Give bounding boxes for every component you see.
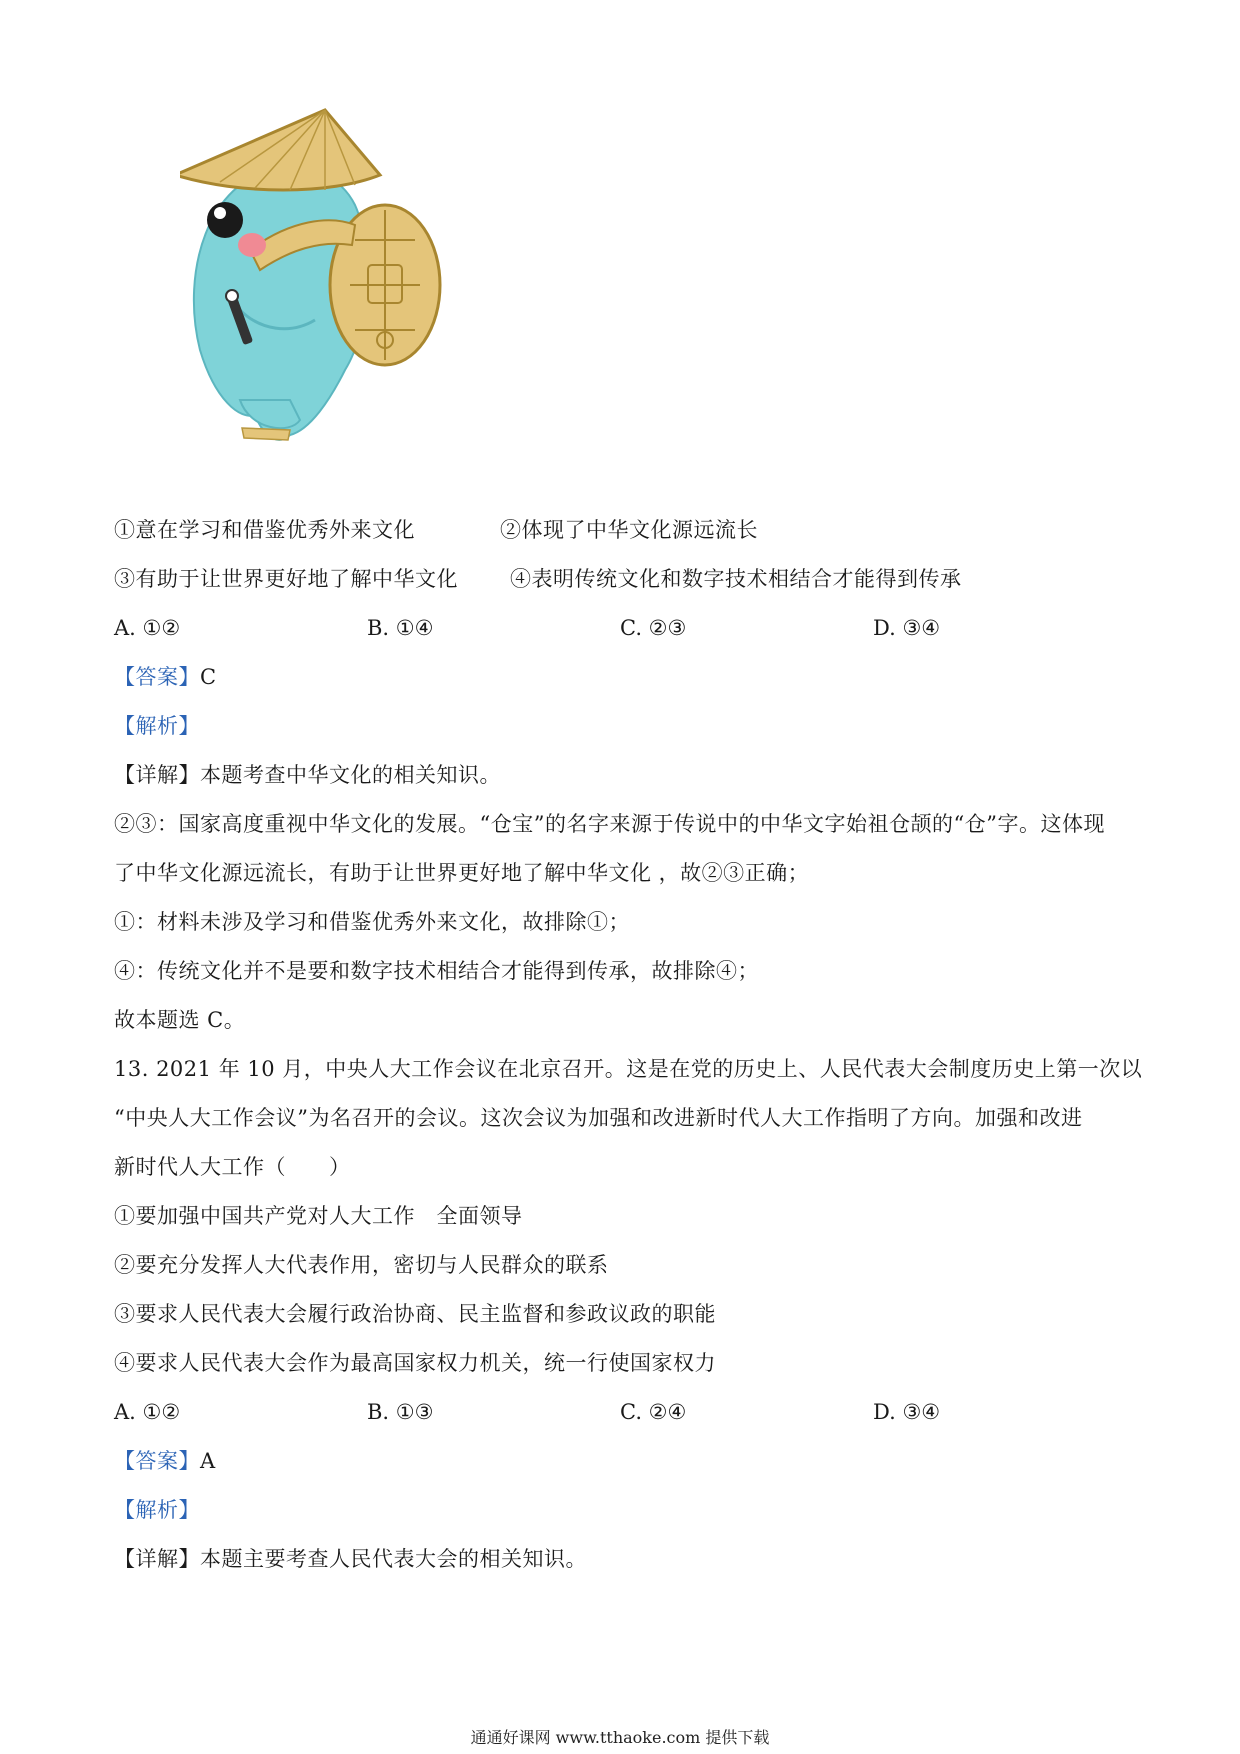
q12-detail bbox=[114, 761, 501, 789]
detail-text: 本题主要考查人民代表大会的相关知识。 bbox=[200, 1547, 587, 1571]
q13-stem-line-1: 13. 2021 年 10 月，中央人大工作会议在北京召开。这是在党的历史上、人民代表大会制度历史上第一次以 bbox=[114, 1057, 1143, 1081]
q12-statement-4: ④表明传统文化和数字技术相结合才能得到传承 bbox=[510, 567, 962, 591]
q12-statement-3: ③有助于让世界更好地了解中华文化 bbox=[114, 567, 458, 591]
q13-statement-2: ②要充分发挥人大代表作用，密切与人民群众的联系 bbox=[114, 1253, 609, 1277]
q12-analysis-tag: 【解析】 bbox=[114, 714, 200, 738]
q13-statement-4: ④要求人民代表大会作为最高国家权力机关，统一行使国家权力 bbox=[114, 1351, 716, 1375]
mascot-illustration bbox=[180, 100, 470, 450]
q12-explain-1a: ②③：国家高度重视中华文化的发展。“仓宝”的名字来源于传说中的中华文字始祖仓颉的“仓”字。这体现 bbox=[114, 812, 1105, 836]
q12-option-c: C. ②③ bbox=[620, 616, 687, 640]
q12-option-d: D. ③④ bbox=[873, 616, 941, 640]
q13-stem-line-3: 新时代人大工作（ ） bbox=[114, 1155, 351, 1179]
q13-option-b: B. ①③ bbox=[367, 1400, 434, 1424]
answer-tag: 【答案】 bbox=[114, 665, 200, 689]
detail-text: 本题考查中华文化的相关知识。 bbox=[200, 763, 501, 787]
answer-value: C bbox=[200, 665, 217, 689]
q13-statement-1: ①要加强中国共产党对人大工作 全面领导 bbox=[114, 1204, 523, 1228]
q12-statement-2: ②体现了中华文化源远流长 bbox=[500, 518, 758, 542]
q13-stem-line-2: “中央人大工作会议”为名召开的会议。这次会议为加强和改进新时代人大工作指明了方向。加强和改进 bbox=[114, 1106, 1083, 1130]
q12-explain-3: ④：传统文化并不是要和数字技术相结合才能得到传承，故排除④； bbox=[114, 959, 759, 983]
q12-explain-1b: 了中华文化源远流长，有助于让世界更好地了解中华文化 ，故②③正确； bbox=[114, 861, 810, 885]
q12-conclusion: 故本题选 C。 bbox=[114, 1008, 246, 1032]
answer-tag: 【答案】 bbox=[114, 1449, 200, 1473]
q13-option-a: A. ①② bbox=[114, 1400, 181, 1424]
q13-answer bbox=[114, 1447, 216, 1475]
answer-value: A bbox=[200, 1449, 216, 1473]
q13-option-c: C. ②④ bbox=[620, 1400, 687, 1424]
q13-statement-3: ③要求人民代表大会履行政治协商、民主监督和参政议政的职能 bbox=[114, 1302, 716, 1326]
q12-explain-2: ①：材料未涉及学习和借鉴优秀外来文化，故排除①； bbox=[114, 910, 630, 934]
q12-option-a: A. ①② bbox=[114, 616, 181, 640]
cangbao-mascot-icon bbox=[180, 110, 440, 440]
detail-tag: 【详解】 bbox=[114, 1547, 200, 1571]
q12-option-b: B. ①④ bbox=[367, 616, 434, 640]
q13-option-d: D. ③④ bbox=[873, 1400, 941, 1424]
detail-tag: 【详解】 bbox=[114, 763, 200, 787]
q12-answer bbox=[114, 663, 217, 691]
q12-statement-1: ①意在学习和借鉴优秀外来文化 bbox=[114, 518, 415, 542]
q13-analysis-tag: 【解析】 bbox=[114, 1498, 200, 1522]
page-footer: 通通好课网 www.tthaoke.com 提供下载 bbox=[470, 1728, 770, 1747]
q13-detail bbox=[114, 1545, 587, 1573]
